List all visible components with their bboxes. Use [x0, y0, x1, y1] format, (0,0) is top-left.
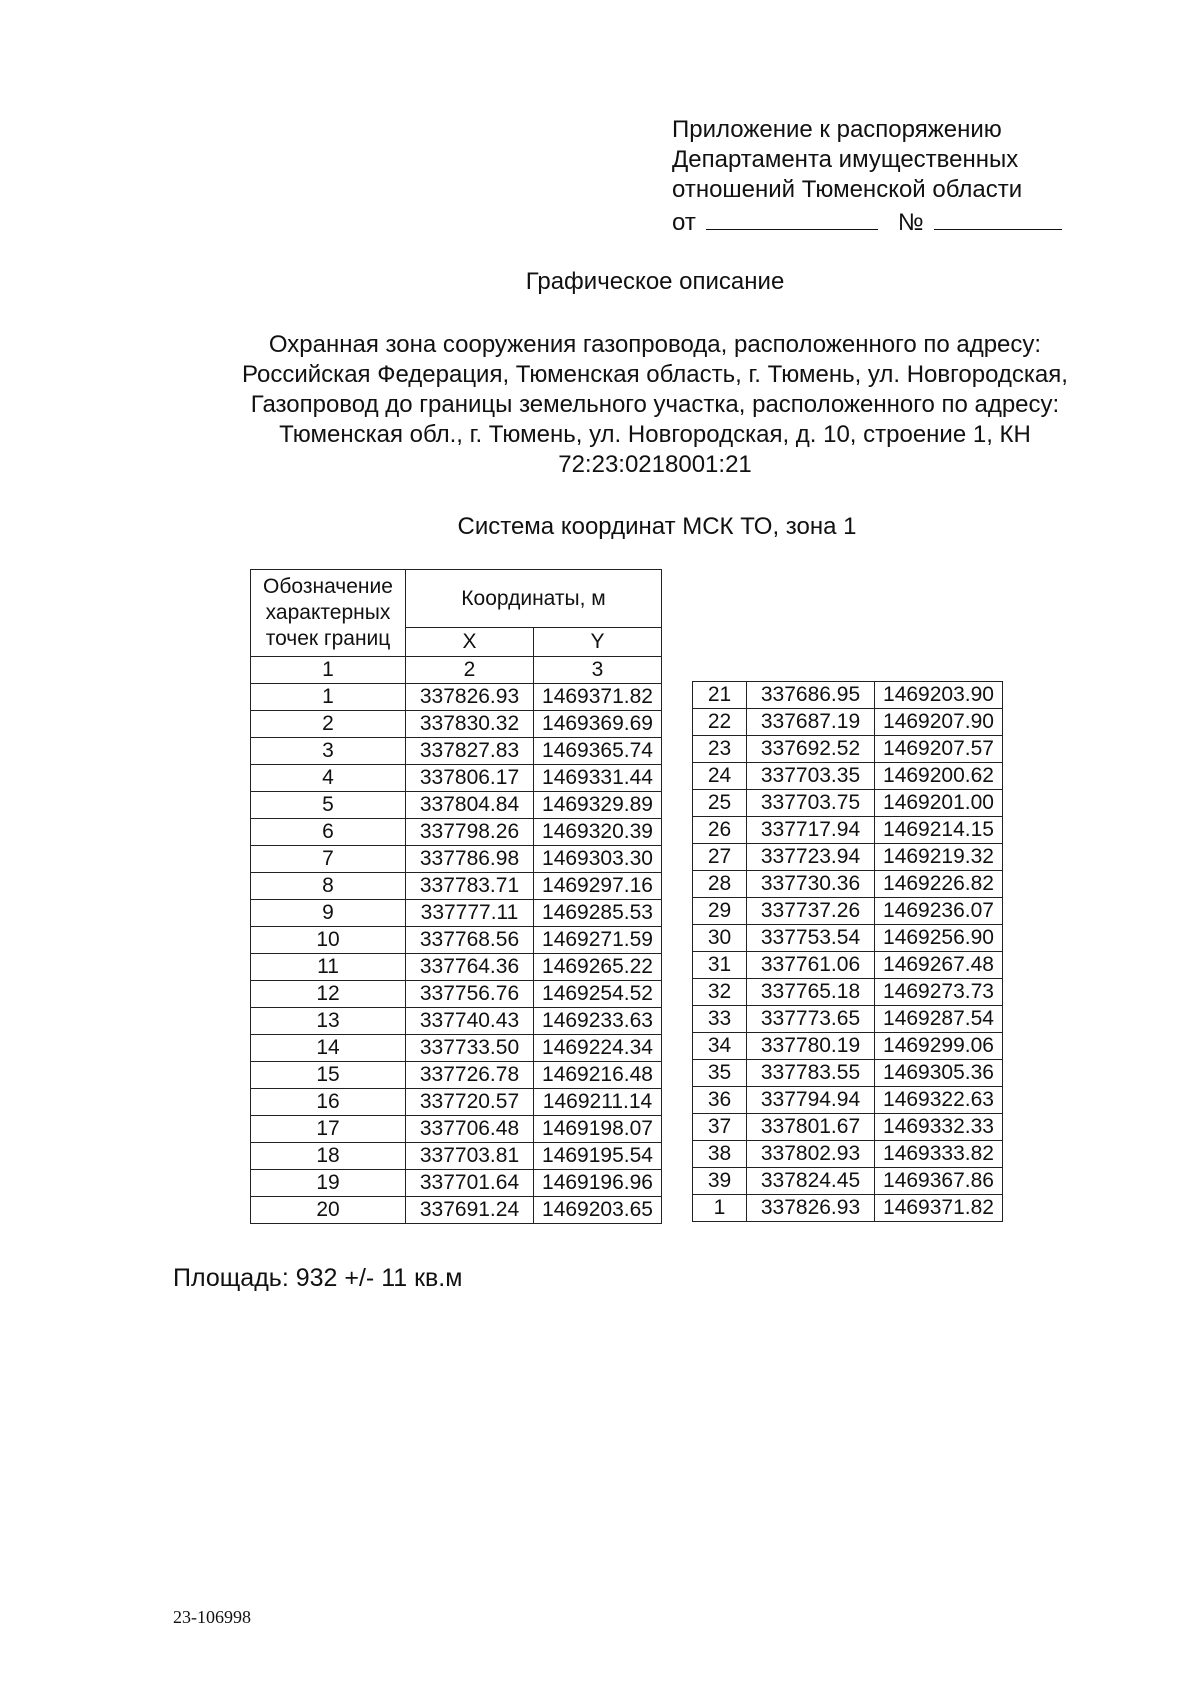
x-coordinate-cell: 337802.93	[747, 1141, 875, 1168]
x-coordinate-cell: 337733.50	[406, 1035, 534, 1062]
y-coordinate-cell: 1469371.82	[534, 684, 662, 711]
table-row	[251, 1197, 662, 1224]
point-number-cell: 28	[693, 871, 747, 898]
table-row	[251, 819, 662, 846]
y-coordinate-cell: 1469285.53	[534, 900, 662, 927]
point-number-cell: 6	[251, 819, 406, 846]
y-coordinate-cell: 1469224.34	[534, 1035, 662, 1062]
x-coordinate-cell: 337794.94	[747, 1087, 875, 1114]
table-row	[693, 763, 1003, 790]
point-number-cell: 15	[251, 1062, 406, 1089]
y-coordinate-cell: 1469299.06	[875, 1033, 1003, 1060]
col-number: 3	[534, 657, 662, 684]
coordinates-table-left	[250, 569, 662, 1224]
point-number-cell: 24	[693, 763, 747, 790]
table-row	[251, 981, 662, 1008]
from-label: от	[672, 209, 696, 236]
annex-line-1: Приложение к распоряжению	[672, 116, 1002, 143]
table-row	[251, 738, 662, 765]
point-number-cell: 17	[251, 1116, 406, 1143]
y-coordinate-cell: 1469207.57	[875, 736, 1003, 763]
y-coordinate-cell: 1469265.22	[534, 954, 662, 981]
y-coordinate-cell: 1469303.30	[534, 846, 662, 873]
y-coordinate-cell: 1469219.32	[875, 844, 1003, 871]
point-number-cell: 36	[693, 1087, 747, 1114]
point-number-cell: 20	[251, 1197, 406, 1224]
x-coordinate-cell: 337723.94	[747, 844, 875, 871]
y-coordinate-cell: 1469305.36	[875, 1060, 1003, 1087]
area-text: Площадь: 932 +/- 11 кв.м	[173, 1264, 463, 1292]
point-number-cell: 1	[693, 1195, 747, 1222]
table-row	[251, 954, 662, 981]
x-coordinate-cell: 337830.32	[406, 711, 534, 738]
point-number-cell: 22	[693, 709, 747, 736]
y-coordinate-cell: 1469198.07	[534, 1116, 662, 1143]
table-row	[693, 709, 1003, 736]
y-coordinate-cell: 1469267.48	[875, 952, 1003, 979]
x-coordinate-cell: 337703.75	[747, 790, 875, 817]
coordinate-system: Система координат МСК ТО, зона 1	[457, 513, 857, 540]
x-coordinate-cell: 337824.45	[747, 1168, 875, 1195]
header-coords: Координаты, м	[406, 570, 662, 628]
y-coordinate-cell: 1469297.16	[534, 873, 662, 900]
col-number: 1	[251, 657, 406, 684]
y-coordinate-cell: 1469254.52	[534, 981, 662, 1008]
table-row	[251, 1062, 662, 1089]
zone-line: Тюменская обл., г. Тюмень, ул. Новгородская, д. 10, строение 1, КН	[279, 421, 1031, 448]
x-coordinate-cell: 337801.67	[747, 1114, 875, 1141]
table-row	[251, 792, 662, 819]
y-coordinate-cell: 1469203.65	[534, 1197, 662, 1224]
table-row	[693, 1195, 1003, 1222]
point-number-cell: 8	[251, 873, 406, 900]
point-number-cell: 21	[693, 682, 747, 709]
zone-line: Газопровод до границы земельного участка, расположенного по адресу:	[250, 391, 1060, 418]
y-coordinate-cell: 1469211.14	[534, 1089, 662, 1116]
point-number-cell: 31	[693, 952, 747, 979]
point-number-cell: 34	[693, 1033, 747, 1060]
x-coordinate-cell: 337687.19	[747, 709, 875, 736]
y-coordinate-cell: 1469287.54	[875, 1006, 1003, 1033]
table-row	[693, 898, 1003, 925]
point-number-cell: 33	[693, 1006, 747, 1033]
table-row	[693, 1168, 1003, 1195]
point-number-cell: 2	[251, 711, 406, 738]
table-row	[693, 1141, 1003, 1168]
x-coordinate-cell: 337753.54	[747, 925, 875, 952]
point-number-cell: 29	[693, 898, 747, 925]
x-coordinate-cell: 337804.84	[406, 792, 534, 819]
header-x: X	[406, 628, 534, 657]
table-row	[251, 900, 662, 927]
x-coordinate-cell: 337827.83	[406, 738, 534, 765]
date-blank	[706, 205, 878, 230]
table-row	[693, 979, 1003, 1006]
x-coordinate-cell: 337691.24	[406, 1197, 534, 1224]
col-number: 2	[406, 657, 534, 684]
point-number-cell: 30	[693, 925, 747, 952]
point-number-cell: 39	[693, 1168, 747, 1195]
point-number-cell: 7	[251, 846, 406, 873]
y-coordinate-cell: 1469365.74	[534, 738, 662, 765]
table-row	[693, 682, 1003, 709]
x-coordinate-cell: 337737.26	[747, 898, 875, 925]
point-number-cell: 35	[693, 1060, 747, 1087]
header-y: Y	[534, 628, 662, 657]
table-row	[693, 1060, 1003, 1087]
point-number-cell: 1	[251, 684, 406, 711]
table-row	[251, 873, 662, 900]
x-coordinate-cell: 337701.64	[406, 1170, 534, 1197]
header-points: Обозначение характерных точек границ	[251, 570, 406, 657]
number-blank	[934, 205, 1062, 230]
y-coordinate-cell: 1469331.44	[534, 765, 662, 792]
y-coordinate-cell: 1469207.90	[875, 709, 1003, 736]
table-row	[251, 846, 662, 873]
y-coordinate-cell: 1469271.59	[534, 927, 662, 954]
x-coordinate-cell: 337773.65	[747, 1006, 875, 1033]
table-row	[693, 925, 1003, 952]
point-number-cell: 18	[251, 1143, 406, 1170]
point-number-cell: 38	[693, 1141, 747, 1168]
y-coordinate-cell: 1469233.63	[534, 1008, 662, 1035]
x-coordinate-cell: 337703.81	[406, 1143, 534, 1170]
table-row	[251, 684, 662, 711]
table-row	[693, 844, 1003, 871]
table-row	[251, 1170, 662, 1197]
y-coordinate-cell: 1469256.90	[875, 925, 1003, 952]
x-coordinate-cell: 337826.93	[747, 1195, 875, 1222]
x-coordinate-cell: 337780.19	[747, 1033, 875, 1060]
y-coordinate-cell: 1469371.82	[875, 1195, 1003, 1222]
y-coordinate-cell: 1469333.82	[875, 1141, 1003, 1168]
x-coordinate-cell: 337761.06	[747, 952, 875, 979]
point-number-cell: 4	[251, 765, 406, 792]
coordinates-table-right	[692, 681, 1003, 1222]
point-number-cell: 3	[251, 738, 406, 765]
point-number-cell: 32	[693, 979, 747, 1006]
x-coordinate-cell: 337730.36	[747, 871, 875, 898]
point-number-cell: 23	[693, 736, 747, 763]
x-coordinate-cell: 337783.71	[406, 873, 534, 900]
point-number-cell: 16	[251, 1089, 406, 1116]
x-coordinate-cell: 337706.48	[406, 1116, 534, 1143]
table-row	[251, 927, 662, 954]
y-coordinate-cell: 1469332.33	[875, 1114, 1003, 1141]
table-row	[251, 1143, 662, 1170]
x-coordinate-cell: 337768.56	[406, 927, 534, 954]
table-row	[693, 1006, 1003, 1033]
y-coordinate-cell: 1469196.96	[534, 1170, 662, 1197]
point-number-cell: 5	[251, 792, 406, 819]
table-row	[251, 711, 662, 738]
point-number-cell: 14	[251, 1035, 406, 1062]
table-row	[693, 1087, 1003, 1114]
number-label: №	[897, 209, 924, 236]
point-number-cell: 10	[251, 927, 406, 954]
x-coordinate-cell: 337686.95	[747, 682, 875, 709]
x-coordinate-cell: 337703.35	[747, 763, 875, 790]
zone-line: Охранная зона сооружения газопровода, расположенного по адресу:	[268, 331, 1042, 358]
x-coordinate-cell: 337717.94	[747, 817, 875, 844]
document-number: 23-106998	[173, 1607, 251, 1627]
y-coordinate-cell: 1469195.54	[534, 1143, 662, 1170]
y-coordinate-cell: 1469203.90	[875, 682, 1003, 709]
x-coordinate-cell: 337783.55	[747, 1060, 875, 1087]
x-coordinate-cell: 337720.57	[406, 1089, 534, 1116]
table-row	[693, 790, 1003, 817]
point-number-cell: 11	[251, 954, 406, 981]
y-coordinate-cell: 1469367.86	[875, 1168, 1003, 1195]
table-row	[251, 765, 662, 792]
x-coordinate-cell: 337806.17	[406, 765, 534, 792]
point-number-cell: 19	[251, 1170, 406, 1197]
annex-line-3: отношений Тюменской области	[672, 176, 1023, 203]
x-coordinate-cell: 337765.18	[747, 979, 875, 1006]
table-row	[251, 1035, 662, 1062]
point-number-cell: 37	[693, 1114, 747, 1141]
table-row	[693, 817, 1003, 844]
y-coordinate-cell: 1469320.39	[534, 819, 662, 846]
x-coordinate-cell: 337726.78	[406, 1062, 534, 1089]
table-row	[693, 736, 1003, 763]
x-coordinate-cell: 337786.98	[406, 846, 534, 873]
zone-line: Российская Федерация, Тюменская область, г. Тюмень, ул. Новгородская,	[242, 361, 1068, 388]
x-coordinate-cell: 337756.76	[406, 981, 534, 1008]
table-row	[251, 1008, 662, 1035]
annex-block	[672, 115, 1062, 238]
table-row	[693, 1114, 1003, 1141]
annex-line-2: Департамента имущественных	[672, 146, 1019, 173]
table-row	[693, 1033, 1003, 1060]
point-number-cell: 26	[693, 817, 747, 844]
y-coordinate-cell: 1469329.89	[534, 792, 662, 819]
y-coordinate-cell: 1469214.15	[875, 817, 1003, 844]
y-coordinate-cell: 1469201.00	[875, 790, 1003, 817]
point-number-cell: 9	[251, 900, 406, 927]
point-number-cell: 25	[693, 790, 747, 817]
x-coordinate-cell: 337692.52	[747, 736, 875, 763]
y-coordinate-cell: 1469236.07	[875, 898, 1003, 925]
y-coordinate-cell: 1469226.82	[875, 871, 1003, 898]
zone-description	[200, 330, 1110, 480]
y-coordinate-cell: 1469322.63	[875, 1087, 1003, 1114]
x-coordinate-cell: 337798.26	[406, 819, 534, 846]
table-row	[251, 1089, 662, 1116]
x-coordinate-cell: 337777.11	[406, 900, 534, 927]
x-coordinate-cell: 337740.43	[406, 1008, 534, 1035]
y-coordinate-cell: 1469200.62	[875, 763, 1003, 790]
point-number-cell: 27	[693, 844, 747, 871]
annex-date-number-line	[672, 205, 1062, 238]
x-coordinate-cell: 337826.93	[406, 684, 534, 711]
table-row	[251, 1116, 662, 1143]
y-coordinate-cell: 1469216.48	[534, 1062, 662, 1089]
page-title: Графическое описание	[525, 268, 785, 295]
y-coordinate-cell: 1469273.73	[875, 979, 1003, 1006]
point-number-cell: 12	[251, 981, 406, 1008]
y-coordinate-cell: 1469369.69	[534, 711, 662, 738]
table-row	[693, 952, 1003, 979]
table-row	[693, 871, 1003, 898]
x-coordinate-cell: 337764.36	[406, 954, 534, 981]
zone-line: 72:23:0218001:21	[558, 451, 752, 478]
point-number-cell: 13	[251, 1008, 406, 1035]
